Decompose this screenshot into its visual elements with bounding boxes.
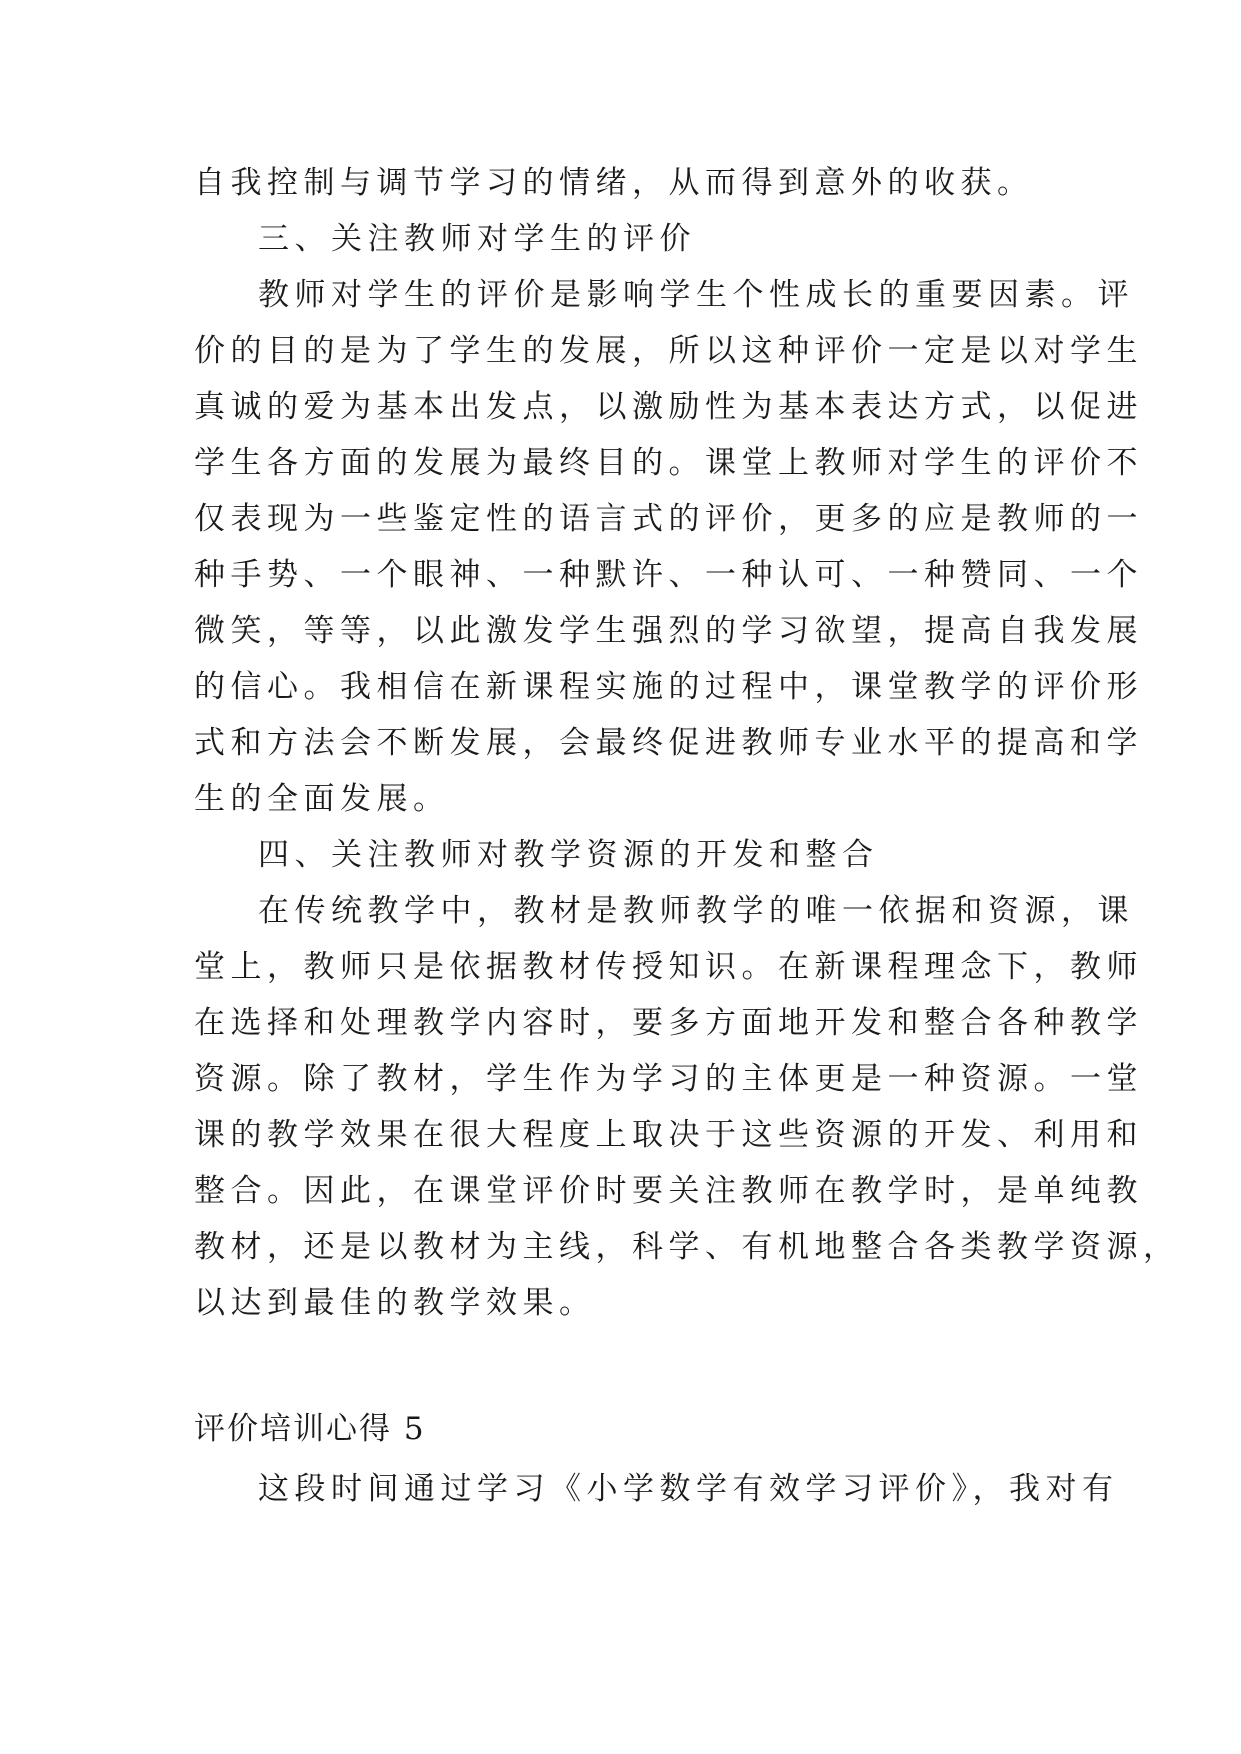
paragraph-line: 种手势、一个眼神、一种默许、一种认可、一种赞同、一个 xyxy=(194,557,1143,593)
paragraph-line: 仅表现为一些鉴定性的语言式的评价，更多的应是教师的一 xyxy=(194,501,1143,537)
paragraph-line: 的信心。我相信在新课程实施的过程中，课堂教学的评价形 xyxy=(194,669,1143,705)
paragraph-line: 以达到最佳的教学效果。 xyxy=(194,1285,596,1321)
document-section-title: 评价培训心得 5 xyxy=(194,1411,426,1447)
paragraph-line: 自我控制与调节学习的情绪，从而得到意外的收获。 xyxy=(194,165,1034,201)
paragraph-line: 堂上，教师只是依据教材传授知识。在新课程理念下，教师 xyxy=(194,949,1143,985)
paragraph-line: 真诚的爱为基本出发点，以激励性为基本表达方式，以促进 xyxy=(194,389,1143,425)
paragraph-line: 学生各方面的发展为最终目的。课堂上教师对学生的评价不 xyxy=(194,445,1143,481)
paragraph-line: 整合。因此，在课堂评价时要关注教师在教学时，是单纯教 xyxy=(194,1173,1143,1209)
paragraph-line: 资源。除了教材，学生作为学习的主体更是一种资源。一堂 xyxy=(194,1061,1143,1097)
paragraph-line: 教材，还是以教材为主线，科学、有机地整合各类教学资源， xyxy=(194,1229,1180,1265)
paragraph-line: 课的教学效果在很大程度上取决于这些资源的开发、利用和 xyxy=(194,1117,1143,1153)
paragraph-line: 微笑，等等，以此激发学生强烈的学习欲望，提高自我发展 xyxy=(194,613,1143,649)
paragraph-line: 式和方法会不断发展，会最终促进教师专业水平的提高和学 xyxy=(194,725,1143,761)
paragraph-line: 生的全面发展。 xyxy=(194,781,450,817)
paragraph-line: 在选择和处理教学内容时，要多方面地开发和整合各种教学 xyxy=(194,1005,1143,1041)
paragraph-line: 在传统教学中，教材是教师教学的唯一依据和资源，课 xyxy=(258,893,1134,929)
paragraph-line: 这段时间通过学习《小学数学有效学习评价》，我对有 xyxy=(258,1471,1119,1507)
paragraph-line: 教师对学生的评价是影响学生个性成长的重要因素。评 xyxy=(258,277,1134,313)
section-heading-3: 三、关注教师对学生的评价 xyxy=(258,221,696,257)
paragraph-line: 价的目的是为了学生的发展，所以这种评价一定是以对学生 xyxy=(194,333,1143,369)
section-heading-4: 四、关注教师对教学资源的开发和整合 xyxy=(258,837,879,873)
